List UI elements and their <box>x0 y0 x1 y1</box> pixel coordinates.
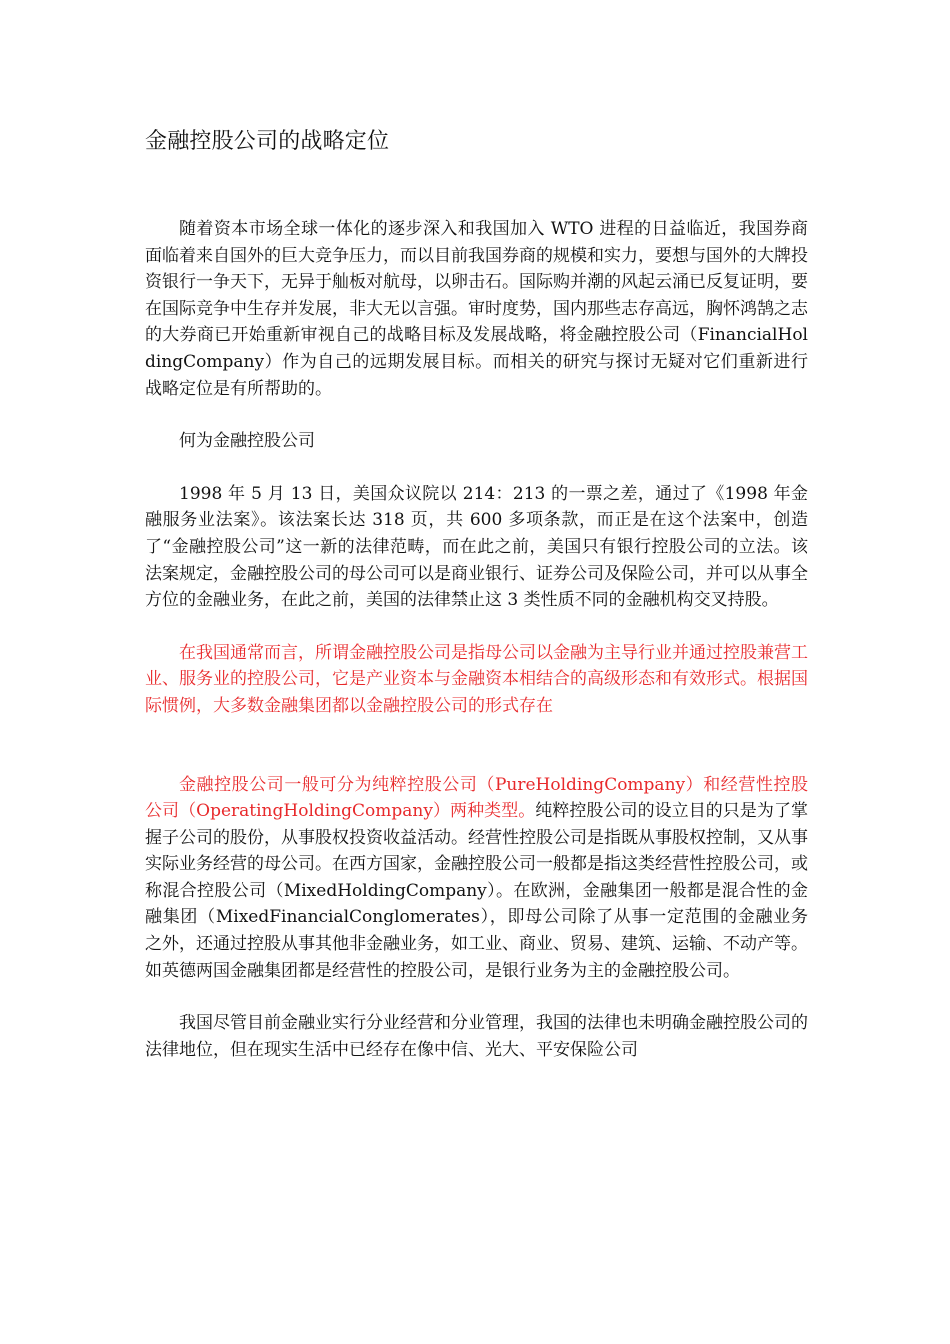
paragraph-intro: 随着资本市场全球一体化的逐步深入和我国加入 WTO 进程的日益临近，我国券商面临着来自国外的巨大竞争压力，而以目前我国券商的规模和实力，要想与国外的大牌投资银行一争天下，无异于舢板对航母，以卵击石。国际购并潮的风起云涌已反复证明，要在国际竞争中生存并发展，非大无以言强。审时度势，国内那些志存高远，胸怀鸿鹄之志的大券商已开始重新审视自己的战略目标及发展战略，将金融控股公司（FinancialHoldingCompany）作为自己的远期发展目标。而相关的研究与探讨无疑对它们重新进行战略定位是有所帮助的。 <box>145 219 808 399</box>
paragraph-law-history: 1998 年 5 月 13 日，美国众议院以 214：213 的一票之差，通过了《1998 年金融服务业法案》。该法案长达 318 页，共 600 多项条款，而正是在这个法案中，创造了“金融控股公司”这一新的法律范畴，而在此之前，美国只有银行控股公司的立法。该法案规定，金融控股公司的母公司可以是商业银行、证券公司及保险公司，并可以从事全方位的金融业务，在此之前，美国的法律禁止这 3 类性质不同的金融机构交叉持股。 <box>145 483 808 611</box>
paragraph-china-status: 我国尽管目前金融业实行分业经营和分业管理，我国的法律也未明确金融控股公司的法律地位，但在现实生活中已经存在像中信、光大、平安保险公司 <box>145 1013 808 1060</box>
paragraph-company-types <box>145 772 808 985</box>
spacer <box>145 614 808 640</box>
section-heading: 何为金融控股公司 <box>179 431 315 452</box>
spacer <box>145 455 808 481</box>
spacer <box>145 984 808 1010</box>
highlighted-text: 金融控股公司一般可分为纯粹控股公司（PureHoldingCompany）和经营性控股公司（OperatingHoldingCompany）两种类型。 <box>145 774 808 822</box>
document-body <box>145 126 808 1063</box>
spacer <box>145 158 808 216</box>
paragraph-definition-highlight: 在我国通常而言，所谓金融控股公司是指母公司以金融为主导行业并通过控股兼营工业、服务业的控股公司，它是产业资本与金融资本相结合的高级形态和有效形式。根据国际惯例，大多数金融集团都以金融控股公司的形式存在 <box>145 642 808 716</box>
document-title: 金融控股公司的战略定位 <box>145 129 390 154</box>
spacer <box>145 720 808 772</box>
paragraph-text: 纯粹控股公司的设立目的只是为了掌握子公司的股份，从事股权投资收益活动。经营性控股公司是指既从事股权控制，又从事实际业务经营的母公司。在西方国家，金融控股公司一般都是指这类经营性控股公司，或称混合控股公司（MixedHoldingCompany）。在欧洲，金融集团一般都是混合性的金融集团（MixedFinancialConglomerates），即母公司除了从事一定范围的金融业务之外，还通过控股从事其他非金融业务，如工业、商业、贸易、建筑、运输、不动产等。如英德两国金融集团都是经营性的控股公司，是银行业务为主的金融控股公司。 <box>145 801 808 981</box>
spacer <box>145 402 808 428</box>
